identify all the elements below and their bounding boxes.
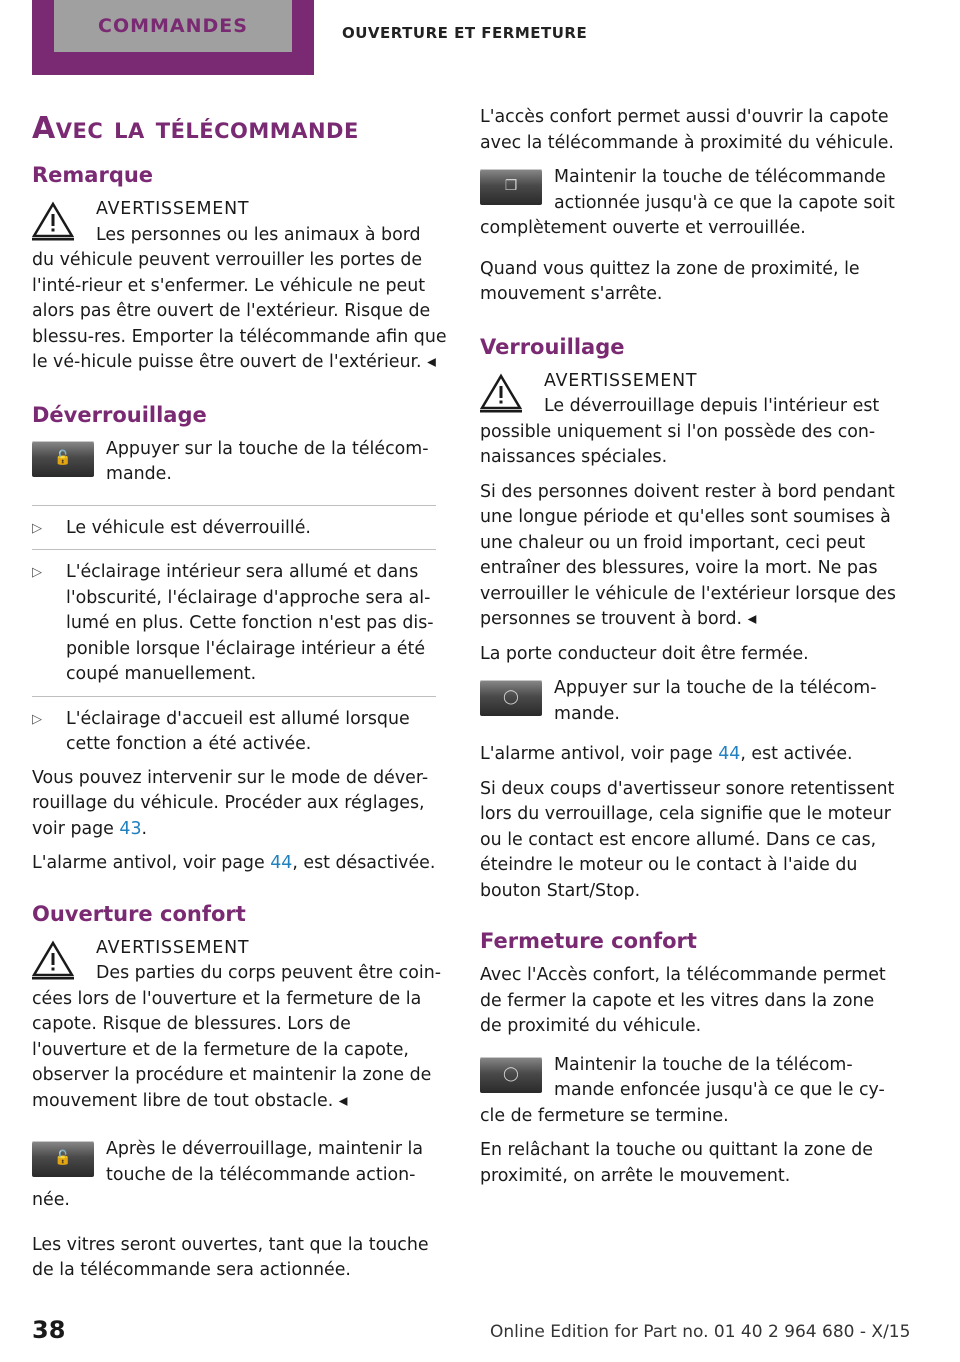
list-item-text: L'éclairage d'accueil est allumé lorsque cette fonction a été activée. <box>66 708 410 754</box>
warning-verrouillage <box>480 369 896 633</box>
header-tab-label[interactable]: COMMANDES <box>54 0 292 52</box>
warning-remarque <box>32 197 448 376</box>
page-title: Avec la télécommande <box>32 111 359 146</box>
close-btn-text: Maintenir la touche de la télécom-mande enfoncée jusqu'à ce que le cy-cle de fermeture se termine. <box>480 1054 885 1126</box>
heading-remarque: Remarque <box>32 163 154 187</box>
page-link[interactable]: 43 <box>119 818 142 839</box>
access-text: L'accès confort permet aussi d'ouvrir la capote avec la télécommande à proximité du véhicule. <box>480 107 894 153</box>
header-section-title: OUVERTURE ET FERMETURE <box>342 24 588 42</box>
unlock-instruction <box>32 437 448 497</box>
bullet-triangle-icon: ▷ <box>32 565 42 580</box>
warning-triangle-icon <box>480 373 522 413</box>
paragraph-mode: Vous pouvez intervenir sur le mode de déver-rouillage du véhicule. Procéder aux réglages, voir page 43. <box>32 767 429 839</box>
heading-ouverture-confort: Ouverture confort <box>32 901 246 926</box>
warning-title: AVERTISSEMENT <box>96 937 250 958</box>
hold-text: Maintenir la touche de télécommande actionnée jusqu'à ce que la capote soit complètement ouverte et verrouillée. <box>480 167 895 238</box>
remote-open-top-button-image <box>480 169 542 205</box>
page-number: 38 <box>32 1316 66 1344</box>
list-item <box>32 516 448 542</box>
page-link[interactable]: 44 <box>718 744 741 764</box>
warning-text: Des parties du corps peuvent être coin-cées lors de l'ouverture et la fermeture de la capote. Risque de blessures. Lors de l'ouverture et de la fermeture de la capote, observer la procédure et maintenir la zone de mouvement libre de tout obstacle. ◂ <box>32 963 441 1111</box>
alarm-active-text: L'alarme antivol, voir page 44, est activée. <box>480 744 853 764</box>
lock-instruction <box>480 676 896 736</box>
lock-text: Appuyer sur la touche de la télécom-mande. <box>554 678 877 724</box>
open-top-icon: ❒ <box>504 178 518 195</box>
list-item <box>32 707 448 758</box>
hold-instruction <box>480 165 896 251</box>
release-text: En relâchant la touche ou quittant la zone de proximité, on arrête le mouvement. <box>480 1140 873 1186</box>
heading-verrouillage: Verrouillage <box>480 334 625 359</box>
warning-title: AVERTISSEMENT <box>544 370 698 391</box>
list-item-text: L'éclairage intérieur sera allumé et dans l'obscurité, l'éclairage d'approche sera al-lumé en plus. Cette fonction n'est pas dis-ponible lorsque l'éclairage intérieur a été coupé manuellement. <box>66 562 434 684</box>
page-link[interactable]: 44 <box>270 853 293 873</box>
remote-unlock-button-image <box>32 1141 94 1177</box>
remote-lock-button-image <box>480 1057 542 1093</box>
heading-fermeture-confort: Fermeture confort <box>480 929 697 953</box>
list-item-text: Le véhicule est déverrouillé. <box>66 517 311 538</box>
close-instruction <box>480 1053 896 1139</box>
divider <box>32 549 436 550</box>
remote-unlock-button-image <box>32 441 94 477</box>
unlock-text: Appuyer sur la touche de la télécom-mande. <box>106 438 429 484</box>
door-text: La porte conducteur doit être fermée. <box>480 643 809 664</box>
divider <box>32 505 436 506</box>
warning-text: Les personnes ou les animaux à bord du véhicule peuvent verrouiller les portes de l'inté-rieur et s'enfermer. Le véhicule ne peut alors pas être ouvert de l'extérieur. Risque de blessu-res. Emporter la télécommande afin que le vé-hicule puisse être ouvert de l'extérieur. ◂ <box>32 224 447 372</box>
windows-text: Les vitres seront ouvertes, tant que la touche de la télécommande sera actionnée. <box>32 1234 429 1280</box>
warning-triangle-icon <box>32 940 74 980</box>
warning-triangle-icon <box>32 201 74 241</box>
leave-text: Quand vous quittez la zone de proximité, le mouvement s'arrête. <box>480 258 860 304</box>
left-column <box>32 105 448 1293</box>
bullet-triangle-icon: ▷ <box>32 520 42 536</box>
heading-deverrouillage: Déverrouillage <box>32 402 207 427</box>
mini-logo-icon: ◯ <box>503 1065 519 1082</box>
unlock-icon: 🔓 <box>54 449 72 466</box>
edition-footer: Online Edition for Part no. 01 40 2 964 680 - X/15 <box>490 1322 911 1342</box>
bullet-triangle-icon: ▷ <box>32 711 42 727</box>
divider <box>32 696 436 697</box>
warning-title: AVERTISSEMENT <box>96 199 250 219</box>
list-item <box>32 560 448 688</box>
warning-text-2: Si des personnes doivent rester à bord pendant une longue période et qu'elles sont soumises à une chaleur ou un froid important, ceci peut entraîner des blessures, voire la mort. Ne pas verrouiller le véhicule de l'extérieur lorsque des personnes se trouvent à bord. ◂ <box>480 481 896 629</box>
mini-logo-icon: ◯ <box>503 689 519 706</box>
remote-lock-button-image <box>480 680 542 716</box>
paragraph-alarm: L'alarme antivol, voir page 44, est désactivée. <box>32 853 436 873</box>
warning-ouverture <box>32 936 448 1115</box>
open-text: Après le déverrouillage, maintenir la touche de la télécommande action-née. <box>32 1139 423 1210</box>
close-comfort-text: Avec l'Accès confort, la télécommande permet de fermer la capote et les vitres dans la zone de proximité du véhicule. <box>480 965 886 1036</box>
horn-text: Si deux coups d'avertisseur sonore retentissent lors du verrouillage, cela signifie que le moteur ou le contact est encore allumé. Dans ce cas, éteindre le moteur ou le contact à l'aide du bouton Start/Stop. <box>480 778 895 901</box>
right-column <box>480 105 896 1198</box>
header-tab <box>32 0 314 75</box>
unlock-icon: 🔓 <box>54 1150 72 1167</box>
open-instruction <box>32 1137 448 1223</box>
warning-text: Le déverrouillage depuis l'intérieur est possible uniquement si l'on possède des con-naissances spéciales. <box>480 396 880 467</box>
